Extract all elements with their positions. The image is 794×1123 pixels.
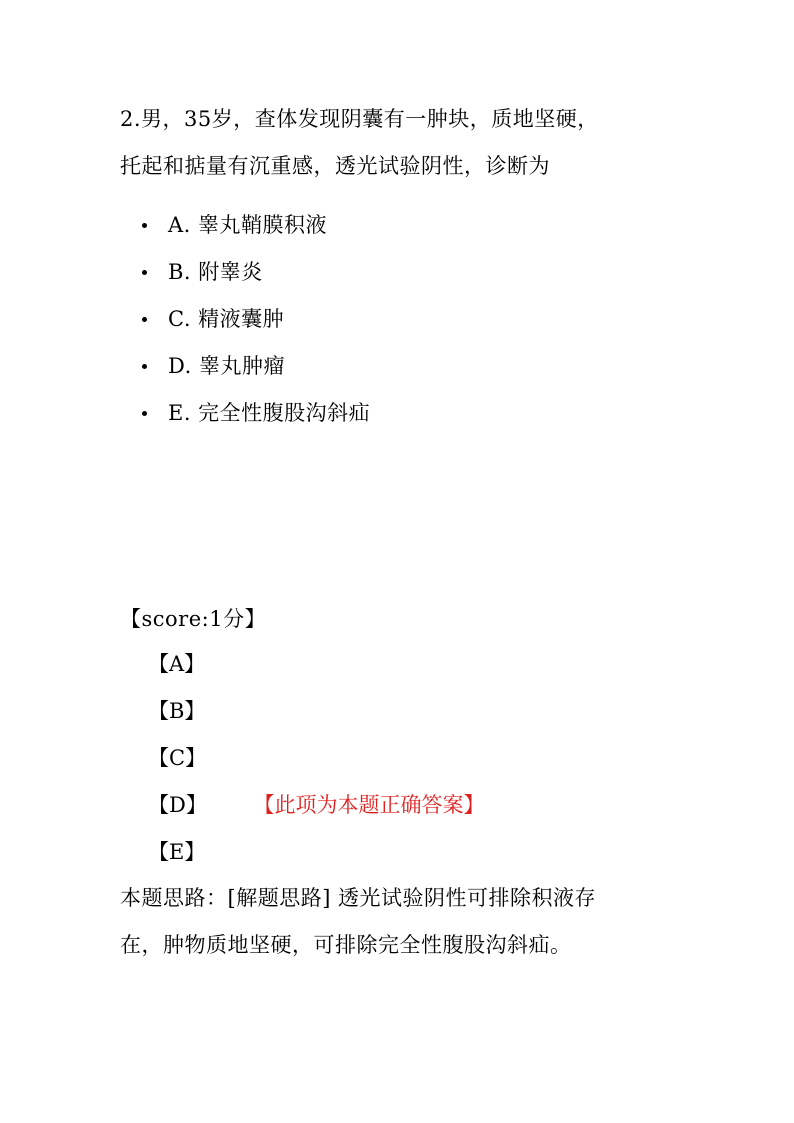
answer-c <box>148 735 485 782</box>
option-c-label: C. 精液囊肿 <box>168 307 285 331</box>
option-d <box>140 343 370 390</box>
answer-b-label: 【B】 <box>148 699 206 723</box>
bullet-icon <box>142 364 147 369</box>
answer-d-label: 【D】 <box>148 793 207 817</box>
answer-a-label: 【A】 <box>148 652 206 676</box>
option-d-label: D. 睾丸肿瘤 <box>168 354 285 378</box>
option-a-label: A. 睾丸鞘膜积液 <box>168 213 328 237</box>
option-b <box>140 249 370 296</box>
bullet-icon <box>142 411 147 416</box>
question-line-2: 托起和掂量有沉重感，透光试验阴性，诊断为 <box>120 154 550 178</box>
answer-e <box>148 829 485 876</box>
bullet-icon <box>142 223 147 228</box>
correct-answer-marker: 【此项为本题正确答案】 <box>253 793 485 817</box>
bullet-icon <box>142 317 147 322</box>
option-list <box>140 202 370 437</box>
option-c <box>140 296 370 343</box>
analysis-line-2: 在，肿物质地坚硬，可排除完全性腹股沟斜疝。 <box>120 933 572 957</box>
answer-c-label: 【C】 <box>148 746 207 770</box>
answer-b <box>148 688 485 735</box>
option-e <box>140 390 370 437</box>
option-a <box>140 202 370 249</box>
score-label: 【score:1分】 <box>120 607 267 631</box>
question-line-1: 2.男，35岁，查体发现阴囊有一肿块，质地坚硬， <box>120 107 599 131</box>
analysis-line-1: 本题思路：[解题思路] 透光试验阴性可排除积液存 <box>120 886 597 910</box>
answer-d <box>148 782 485 829</box>
question-stem <box>120 96 680 190</box>
answer-a <box>148 641 485 688</box>
answer-list <box>148 641 485 876</box>
option-e-label: E. 完全性腹股沟斜疝 <box>168 401 371 425</box>
option-b-label: B. 附睾炎 <box>168 260 263 284</box>
bullet-icon <box>142 270 147 275</box>
answer-e-label: 【E】 <box>148 840 206 864</box>
answer-analysis <box>120 875 680 969</box>
